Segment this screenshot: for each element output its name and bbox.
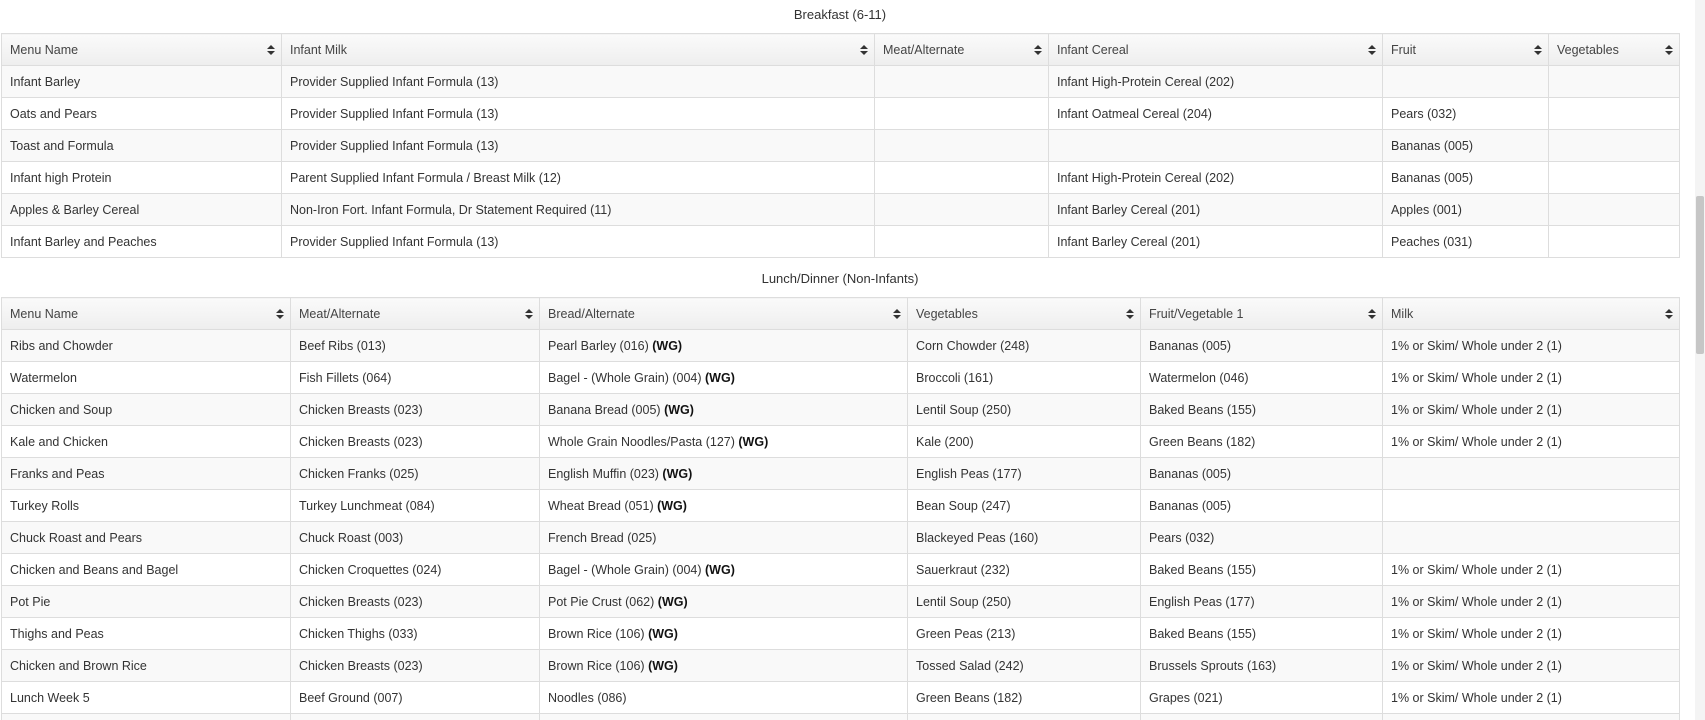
cell-fruit-vegetable-1: English Peas (177) xyxy=(1141,586,1383,618)
cell-vegetables: Corn Chowder (248) xyxy=(908,330,1141,362)
cell-milk xyxy=(1383,458,1680,490)
cell-menu-name: Oats and Pears xyxy=(2,98,282,130)
cell-menu-name: Kale and Chicken xyxy=(2,426,291,458)
cell-milk: 1% or Skim/ Whole under 2 (1) xyxy=(1383,650,1680,682)
cell-meat-alternate xyxy=(875,98,1049,130)
cell-bread-alternate xyxy=(540,490,908,522)
bread-text: Wheat Bread (051) xyxy=(548,498,654,513)
cell-fruit-vegetable-1: Grapes (021) xyxy=(1141,682,1383,714)
bread-text: Banana Bread (005) xyxy=(548,402,661,417)
column-header-label: Vegetables xyxy=(916,306,978,321)
bread-text: English Muffin (023) xyxy=(548,466,659,481)
whole-grain-badge: (WG) xyxy=(648,626,678,641)
sort-icon[interactable] xyxy=(1368,308,1376,320)
whole-grain-badge: (WG) xyxy=(648,658,678,673)
cell-infant-cereal: Infant Barley Cereal (201) xyxy=(1049,226,1383,258)
cell-vegetables xyxy=(1549,194,1680,226)
cell-menu-name: Pot Pie xyxy=(2,586,291,618)
bread-text: Brown Rice (106) xyxy=(548,658,645,673)
cell-infant-cereal: Infant High-Protein Cereal (202) xyxy=(1049,66,1383,98)
lunch-body xyxy=(2,330,1680,720)
cell-fruit: Pears (032) xyxy=(1383,98,1549,130)
cell-infant-milk: Parent Supplied Infant Formula / Breast Milk (12) xyxy=(282,162,875,194)
table-row[interactable] xyxy=(2,682,1680,714)
table-row[interactable] xyxy=(2,66,1680,98)
table-row[interactable] xyxy=(2,98,1680,130)
table-row[interactable] xyxy=(2,586,1680,618)
cell-milk: 1% or Skim/ Whole under 2 (1) xyxy=(1383,426,1680,458)
cell-meat-alternate: Beef Ribs (013) xyxy=(291,330,540,362)
cell-meat-alternate xyxy=(875,194,1049,226)
cell-menu-name: Ribs and Chowder xyxy=(2,330,291,362)
column-header-label: Vegetables xyxy=(1557,42,1619,57)
cell-menu-name: Watermelon xyxy=(2,362,291,394)
cell-vegetables xyxy=(1549,226,1680,258)
cell-fruit-vegetable-1: Bananas (005) xyxy=(1141,330,1383,362)
cell-bread-alternate xyxy=(540,394,908,426)
column-header-label: Bread/Alternate xyxy=(548,306,635,321)
cell-infant-cereal: Infant Barley Cereal (201) xyxy=(1049,194,1383,226)
sort-icon[interactable] xyxy=(525,308,533,320)
breakfast-table xyxy=(1,33,1680,258)
table-row[interactable] xyxy=(2,362,1680,394)
cell-meat-alternate: Chicken Breasts (023) xyxy=(291,586,540,618)
cell-menu-name: Apples & Barley Cereal xyxy=(2,194,282,226)
bread-text: Bagel - (Whole Grain) (004) xyxy=(548,562,702,577)
table-row[interactable] xyxy=(2,162,1680,194)
cell-menu-name: Chicken and Beans and Bagel xyxy=(2,554,291,586)
cell-milk: 1% or Skim/ Whole under 2 (1) xyxy=(1383,682,1680,714)
cell-fruit xyxy=(1383,66,1549,98)
bread-text: Bagel - (Whole Grain) (004) xyxy=(548,370,702,385)
cell-menu-name: Turkey Rolls xyxy=(2,490,291,522)
cell-meat-alternate: Chicken Breasts (023) xyxy=(291,426,540,458)
cell-fruit: Apples (001) xyxy=(1383,194,1549,226)
table-row[interactable] xyxy=(2,394,1680,426)
scrollbar-thumb[interactable] xyxy=(1696,196,1704,354)
sort-icon[interactable] xyxy=(860,44,868,56)
table-row[interactable] xyxy=(2,426,1680,458)
cell-infant-milk: Provider Supplied Infant Formula (13) xyxy=(282,130,875,162)
column-header-label: Fruit/Vegetable 1 xyxy=(1149,306,1244,321)
column-header-label: Infant Milk xyxy=(290,42,347,57)
cell-infant-cereal: Infant High-Protein Cereal (202) xyxy=(1049,162,1383,194)
cell-vegetables: Blackeyed Peas (160) xyxy=(908,522,1141,554)
breakfast-column-header-infant-cereal[interactable] xyxy=(1049,34,1383,66)
cell-meat-alternate xyxy=(875,226,1049,258)
cell-bread-alternate xyxy=(540,362,908,394)
cell-vegetables xyxy=(1549,66,1680,98)
column-header-label: Meat/Alternate xyxy=(883,42,965,57)
sort-icon[interactable] xyxy=(1665,308,1673,320)
breakfast-column-header-menu-name[interactable] xyxy=(2,34,282,66)
cell-bread-alternate xyxy=(540,586,908,618)
whole-grain-badge: (WG) xyxy=(705,370,735,385)
table-row[interactable] xyxy=(2,714,1680,720)
cell-fruit: Bananas (005) xyxy=(1383,130,1549,162)
cell-meat-alternate: Chicken Croquettes (024) xyxy=(291,554,540,586)
column-header-label: Menu Name xyxy=(10,306,79,321)
breakfast-column-header-vegetables[interactable] xyxy=(1549,34,1680,66)
bread-text: Pearl Barley (016) xyxy=(548,338,649,353)
cell-fruit-vegetable-1: Bananas (005) xyxy=(1141,490,1383,522)
cell-menu-name: Chicken and Soup xyxy=(2,394,291,426)
cell-meat-alternate xyxy=(875,66,1049,98)
cell-menu-name: Chicken and Brown Rice xyxy=(2,650,291,682)
whole-grain-badge: (WG) xyxy=(657,498,687,513)
sort-icon[interactable] xyxy=(1368,44,1376,56)
content-area xyxy=(1,0,1679,720)
sort-icon[interactable] xyxy=(1034,44,1042,56)
cell-fruit-vegetable-1: Baked Beans (155) xyxy=(1141,554,1383,586)
sort-icon[interactable] xyxy=(276,308,284,320)
cell-fruit-vegetable-1: Brussels Sprouts (163) xyxy=(1141,650,1383,682)
column-header-label: Menu Name xyxy=(10,42,79,57)
cell-bread-alternate xyxy=(540,522,908,554)
cell-bread-alternate xyxy=(540,426,908,458)
cell-milk xyxy=(1383,714,1680,720)
sort-icon[interactable] xyxy=(267,44,275,56)
cell-vegetables xyxy=(908,714,1141,720)
cell-vegetables: Lentil Soup (250) xyxy=(908,394,1141,426)
cell-vegetables: Lentil Soup (250) xyxy=(908,586,1141,618)
cell-meat-alternate xyxy=(291,714,540,720)
cell-infant-milk: Provider Supplied Infant Formula (13) xyxy=(282,98,875,130)
cell-menu-name: Infant Barley and Peaches xyxy=(2,226,282,258)
cell-milk: 1% or Skim/ Whole under 2 (1) xyxy=(1383,394,1680,426)
cell-infant-cereal: Infant Oatmeal Cereal (204) xyxy=(1049,98,1383,130)
breakfast-column-header-meat-alternate[interactable] xyxy=(875,34,1049,66)
cell-vegetables: Green Peas (213) xyxy=(908,618,1141,650)
whole-grain-badge: (WG) xyxy=(652,338,683,353)
breakfast-title: Breakfast (6-11) xyxy=(793,7,887,22)
table-row[interactable] xyxy=(2,458,1680,490)
table-row[interactable] xyxy=(2,522,1680,554)
cell-vegetables: Green Beans (182) xyxy=(908,682,1141,714)
breakfast-column-header-fruit[interactable] xyxy=(1383,34,1549,66)
bread-text: Brown Rice (106) xyxy=(548,626,645,641)
cell-vegetables: Bean Soup (247) xyxy=(908,490,1141,522)
cell-infant-milk: Provider Supplied Infant Formula (13) xyxy=(282,66,875,98)
cell-menu-name: Chuck Roast and Pears xyxy=(2,522,291,554)
cell-fruit-vegetable-1: Green Beans (182) xyxy=(1141,426,1383,458)
cell-bread-alternate xyxy=(540,458,908,490)
whole-grain-badge: (WG) xyxy=(657,594,688,609)
table-row[interactable] xyxy=(2,194,1680,226)
table-row[interactable] xyxy=(2,226,1680,258)
cell-menu-name: Infant Barley xyxy=(2,66,282,98)
lunch-column-header-meat-alternate[interactable] xyxy=(291,298,540,330)
bread-text: Noodles (086) xyxy=(548,690,627,705)
cell-fruit-vegetable-1: Watermelon (046) xyxy=(1141,362,1383,394)
cell-fruit: Peaches (031) xyxy=(1383,226,1549,258)
lunch-column-header-vegetables[interactable] xyxy=(908,298,1141,330)
table-row[interactable] xyxy=(2,330,1680,362)
cell-milk: 1% or Skim/ Whole under 2 (1) xyxy=(1383,330,1680,362)
cell-fruit: Bananas (005) xyxy=(1383,162,1549,194)
cell-bread-alternate xyxy=(540,650,908,682)
breakfast-body xyxy=(2,66,1680,258)
cell-fruit-vegetable-1: Baked Beans (155) xyxy=(1141,394,1383,426)
sort-icon[interactable] xyxy=(1534,44,1542,56)
bread-text: Whole Grain Noodles/Pasta (127) xyxy=(548,434,735,449)
lunch-title: Lunch/Dinner (Non-Infants) xyxy=(761,271,919,286)
cell-menu-name: Lunch Week 5 xyxy=(2,682,291,714)
sort-icon[interactable] xyxy=(1126,308,1134,320)
column-header-label: Milk xyxy=(1391,306,1414,321)
cell-fruit-vegetable-1: Baked Beans (155) xyxy=(1141,618,1383,650)
cell-infant-cereal xyxy=(1049,130,1383,162)
cell-infant-milk: Non-Iron Fort. Infant Formula, Dr Statement Required (11) xyxy=(282,194,875,226)
cell-meat-alternate xyxy=(875,162,1049,194)
cell-meat-alternate: Chicken Breasts (023) xyxy=(291,650,540,682)
table-row[interactable] xyxy=(2,130,1680,162)
cell-bread-alternate xyxy=(540,618,908,650)
column-header-label: Fruit xyxy=(1391,42,1416,57)
vertical-scrollbar[interactable] xyxy=(1695,0,1705,720)
bread-text: Pot Pie Crust (062) xyxy=(548,594,655,609)
cell-fruit-vegetable-1 xyxy=(1141,714,1383,720)
whole-grain-badge: (WG) xyxy=(664,402,694,417)
cell-vegetables: Sauerkraut (232) xyxy=(908,554,1141,586)
breakfast-header-row xyxy=(2,34,1680,66)
cell-milk: 1% or Skim/ Whole under 2 (1) xyxy=(1383,554,1680,586)
cell-meat-alternate: Chicken Franks (025) xyxy=(291,458,540,490)
cell-vegetables: Kale (200) xyxy=(908,426,1141,458)
cell-vegetables: Tossed Salad (242) xyxy=(908,650,1141,682)
cell-bread-alternate xyxy=(540,682,908,714)
cell-menu-name xyxy=(2,714,291,720)
cell-milk: 1% or Skim/ Whole under 2 (1) xyxy=(1383,362,1680,394)
table-row[interactable] xyxy=(2,490,1680,522)
cell-fruit-vegetable-1: Pears (032) xyxy=(1141,522,1383,554)
cell-meat-alternate xyxy=(875,130,1049,162)
whole-grain-badge: (WG) xyxy=(662,466,693,481)
breakfast-column-header-infant-milk[interactable] xyxy=(282,34,875,66)
cell-meat-alternate: Turkey Lunchmeat (084) xyxy=(291,490,540,522)
lunch-header-row xyxy=(2,298,1680,330)
lunch-table xyxy=(1,297,1680,720)
cell-fruit-vegetable-1: Bananas (005) xyxy=(1141,458,1383,490)
cell-menu-name: Thighs and Peas xyxy=(2,618,291,650)
lunch-column-header-milk[interactable] xyxy=(1383,298,1680,330)
cell-bread-alternate xyxy=(540,330,908,362)
column-header-label: Infant Cereal xyxy=(1057,42,1129,57)
bread-text: French Bread (025) xyxy=(548,530,657,545)
whole-grain-badge: (WG) xyxy=(705,562,735,577)
sort-icon[interactable] xyxy=(1665,44,1673,56)
cell-meat-alternate: Chicken Breasts (023) xyxy=(291,394,540,426)
cell-milk xyxy=(1383,522,1680,554)
lunch-column-header-fruit-vegetable-1[interactable] xyxy=(1141,298,1383,330)
cell-vegetables: Broccoli (161) xyxy=(908,362,1141,394)
table-row[interactable] xyxy=(2,554,1680,586)
column-header-label: Meat/Alternate xyxy=(299,306,381,321)
cell-bread-alternate xyxy=(540,554,908,586)
cell-infant-milk: Provider Supplied Infant Formula (13) xyxy=(282,226,875,258)
sort-icon[interactable] xyxy=(893,308,901,320)
cell-bread-alternate xyxy=(540,714,908,720)
cell-vegetables xyxy=(1549,130,1680,162)
cell-vegetables xyxy=(1549,98,1680,130)
cell-vegetables xyxy=(1549,162,1680,194)
cell-vegetables: English Peas (177) xyxy=(908,458,1141,490)
cell-meat-alternate: Chicken Thighs (033) xyxy=(291,618,540,650)
whole-grain-badge: (WG) xyxy=(738,434,769,449)
cell-menu-name: Franks and Peas xyxy=(2,458,291,490)
lunch-column-header-bread-alternate[interactable] xyxy=(540,298,908,330)
cell-milk xyxy=(1383,490,1680,522)
cell-meat-alternate: Beef Ground (007) xyxy=(291,682,540,714)
cell-menu-name: Infant high Protein xyxy=(2,162,282,194)
cell-meat-alternate: Fish Fillets (064) xyxy=(291,362,540,394)
table-row[interactable] xyxy=(2,650,1680,682)
cell-meat-alternate: Chuck Roast (003) xyxy=(291,522,540,554)
table-row[interactable] xyxy=(2,618,1680,650)
cell-milk: 1% or Skim/ Whole under 2 (1) xyxy=(1383,618,1680,650)
lunch-column-header-menu-name[interactable] xyxy=(2,298,291,330)
cell-menu-name: Toast and Formula xyxy=(2,130,282,162)
cell-milk: 1% or Skim/ Whole under 2 (1) xyxy=(1383,586,1680,618)
